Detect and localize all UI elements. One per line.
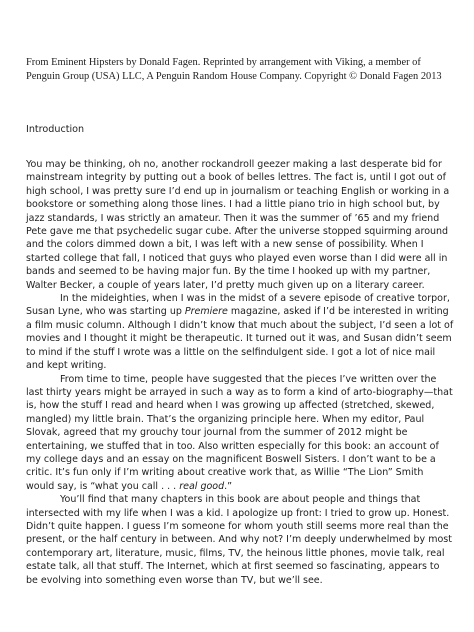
paragraph-3-text-a: From time to time, people have suggested that the pieces I’ve written over the last thirty years might be arrayed in such a way as to form a kind of arto-biography—that is, how the stuff I read and heard when I was growing up affected (stretched, skewed, mangled) my little brain. That’s the organizing principle here. When my editor, Paul Slovak, agreed that my grouchy tour journal from the summer of 2012 might be entertaining, we stuffed that in too. Also written especially for this book: an account of my college days and an essay on the magnificent Boswell Sisters. I don’t want to be a critic. It’s fun only if I’m writing about creative work that, as Willie “The Lion” Smith would say, is “what you call . . . — [26, 373, 453, 492]
paragraph-4 — [26, 493, 454, 587]
paragraph-2 — [26, 292, 454, 372]
document-body — [26, 158, 454, 587]
paragraph-2-text-a: In the mideighties, when I was in the midst of a severe episode of creative torpor, Susan Lyne, who was starting up — [26, 293, 450, 318]
paragraph-1-text: You may be thinking, oh no, another rockandroll geezer making a last desperate bid for mainstream integrity by putting out a book of belles lettres. The fact is, until I got out of high school, I was pretty sure I’d end up in journalism or teaching English or working in a bookstore or something along those lines. I had a little piano trio in high school but, by jazz standards, I was strictly an amateur. Then it was the summer of ’65 and my friend Pete gave me that psychedelic sugar cube. After the universe stopped squirming around and the colors dimmed down a bit, I was left with a new sense of possibility. When I started college that fall, I noticed that guys who played even worse than I did were all in bands and seemed to be having major fun. By the time I hooked up with my partner, Walter Becker, a couple of years later, I’d pretty much given up on a literary career. — [26, 159, 450, 291]
magazine-title: Premiere — [184, 306, 228, 318]
paragraph-3 — [26, 373, 454, 494]
paragraph-2-text-b: magazine, asked if I’d be interested in writing a film music column. Although I didn’t know that much about the subject, I’d seen a lot of movies and I thought it might be therapeutic. It turned out it was, and Susan didn’t seem to mind if the stuff I wrote was a little on the selfindulgent side. I got a lot of nice mail and kept writing. — [26, 306, 454, 372]
paragraph-3-text-b: .” — [224, 480, 233, 492]
paragraph-4-text: You’ll find that many chapters in this book are about people and things that intersected with my life when I was a kid. I apologize up front: I tried to grow up. Honest. Didn’t quite happen. I guess I’m someone for whom youth still seems more real than the present, or the half century in between. And why not? I’m deeply underwhelmed by most contemporary art, literature, music, films, TV, the heinous little phones, movie talk, real estate talk, all that stuff. The Internet, which at first seemed so fascinating, appears to be evolving into something even worse than TV, but we’ll see. — [26, 494, 452, 586]
copyright-credit: From Eminent Hipsters by Donald Fagen. Reprinted by arrangement with Viking, a member of Penguin Group (USA) LLC, A Penguin Random House Company. Copyright © Donald Fagen 2013 — [26, 57, 442, 82]
section-heading: Introduction — [26, 124, 85, 135]
paragraph-1 — [26, 158, 454, 292]
emphasis-real-good: real good — [179, 480, 225, 492]
